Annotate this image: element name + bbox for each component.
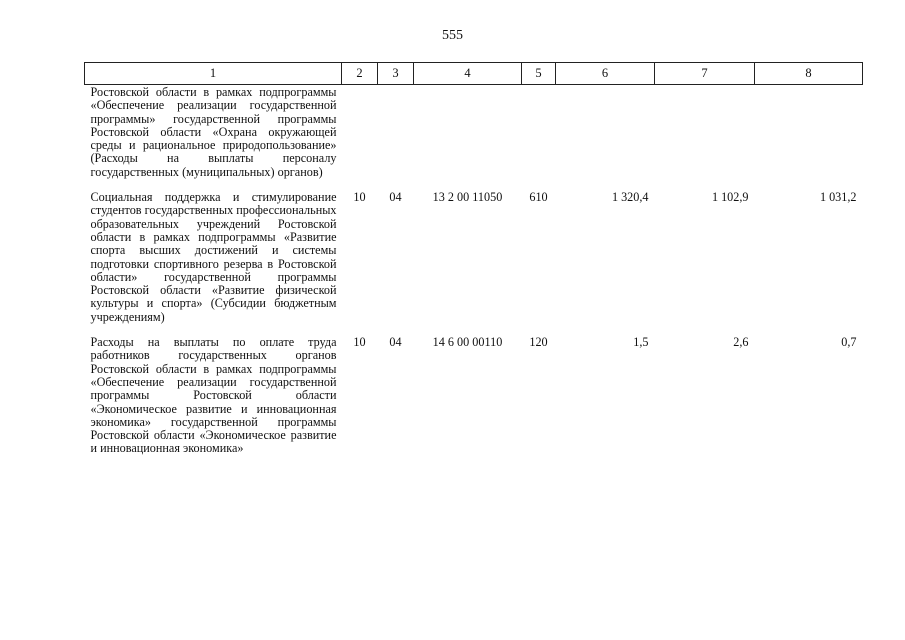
budget-table bbox=[84, 62, 863, 456]
table-row bbox=[85, 85, 863, 192]
column-header-5: 5 bbox=[522, 63, 556, 85]
row-amount-2 bbox=[655, 85, 755, 192]
page-number: 555 bbox=[442, 28, 463, 43]
row-expense-type bbox=[522, 85, 556, 192]
row-subsection: 04 bbox=[389, 335, 402, 350]
header-row bbox=[85, 63, 863, 85]
row-target-code: 13 2 00 11050 bbox=[432, 190, 503, 205]
row-amount-3 bbox=[755, 85, 863, 192]
table-row bbox=[85, 191, 863, 336]
row-description: Социальная поддержка и стимулирование студентов государственных профессиональных образовательных учреждений Ростовской области в рамках подпрограммы «Развитие спорта высших достижений и системы подготовки спортивного резерва в Ростовской области» государственной программы Ростовской области «Развитие физической культуры и спорта» (Субсидии бюджетным учреждениям) bbox=[90, 190, 337, 324]
column-header-4: 4 bbox=[414, 63, 522, 85]
row-section bbox=[342, 85, 378, 192]
row-subsection: 04 bbox=[389, 190, 402, 205]
column-header-1: 1 bbox=[85, 63, 342, 85]
row-subsection bbox=[378, 85, 414, 192]
column-header-8: 8 bbox=[755, 63, 863, 85]
table-row bbox=[85, 336, 863, 456]
row-target-code: 14 6 00 00110 bbox=[432, 335, 503, 350]
row-section: 10 bbox=[353, 335, 366, 350]
row-amount-3: 0,7 bbox=[841, 335, 857, 350]
row-amount-1: 1 320,4 bbox=[611, 190, 649, 205]
column-header-3: 3 bbox=[378, 63, 414, 85]
column-header-7: 7 bbox=[655, 63, 755, 85]
row-amount-2: 2,6 bbox=[733, 335, 749, 350]
column-header-6: 6 bbox=[556, 63, 655, 85]
row-section: 10 bbox=[353, 190, 366, 205]
row-description: Ростовской области в рамках подпрограммы «Обеспечение реализации государственной программы» государственной программы Ростовской области «Охрана окружающей среды и рациональное природопользование» (Расходы на выплаты персоналу государственных (муниципальных) органов) bbox=[90, 85, 337, 179]
row-expense-type: 120 bbox=[529, 335, 548, 350]
row-amount-2: 1 102,9 bbox=[711, 190, 749, 205]
row-target-code bbox=[414, 85, 522, 192]
row-description: Расходы на выплаты по оплате труда работников государственных органов Ростовской области в рамках подпрограммы «Обеспечение реализации государственной программы Ростовской области «Экономическое развитие и инновационная экономика» государственной программы Ростовской области «Экономическое развитие и инновационная экономика» bbox=[90, 335, 337, 456]
row-expense-type: 610 bbox=[529, 190, 548, 205]
row-amount-3: 1 031,2 bbox=[819, 190, 857, 205]
column-header-2: 2 bbox=[342, 63, 378, 85]
row-amount-1 bbox=[556, 85, 655, 192]
row-amount-1: 1,5 bbox=[633, 335, 649, 350]
